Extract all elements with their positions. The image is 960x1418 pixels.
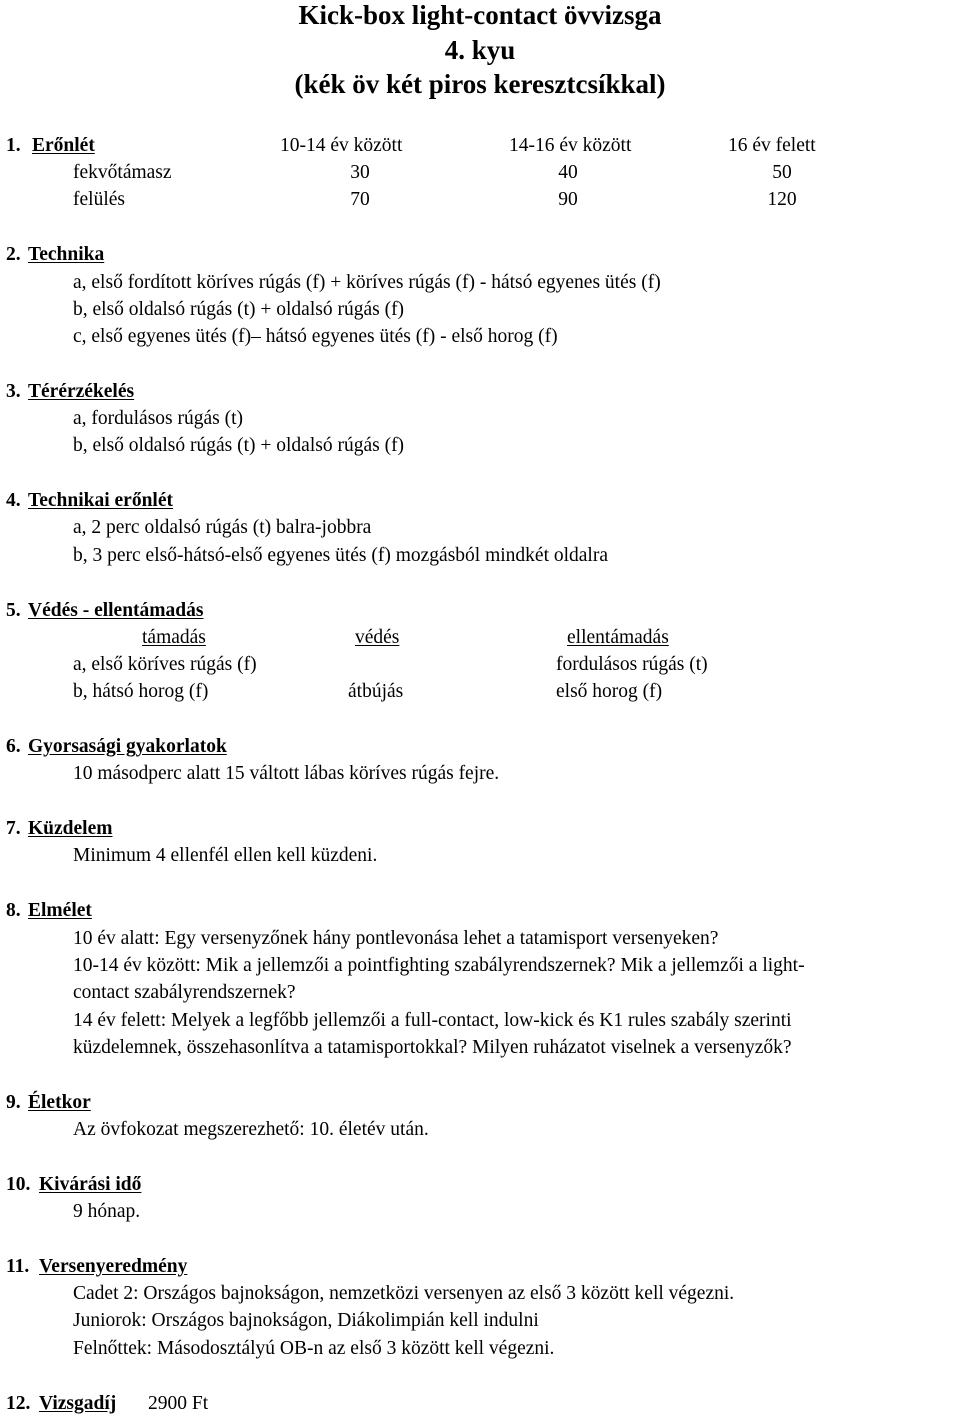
section-heading-elmelet: Elmélet — [28, 900, 92, 921]
section-text: Minimum 4 ellenfél ellen kell küzdeni. — [73, 845, 378, 866]
section-text: 9 hónap. — [73, 1201, 141, 1222]
section-number: 12. — [6, 1393, 31, 1414]
list-item: b, 3 perc első-hátsó-első egyenes ütés (f) mozgásból mindkét oldalra — [73, 545, 609, 566]
section-number: 4. — [6, 490, 21, 511]
row-label: felülés — [73, 189, 125, 210]
section-text: Az övfokozat megszerezhető: 10. életév után. — [73, 1119, 429, 1140]
section-heading-technika: Technika — [28, 244, 105, 265]
section-number: 6. — [6, 736, 21, 757]
section-heading-vedes-ellentamadas: Védés - ellentámadás — [28, 600, 204, 621]
belt-description: (kék öv két piros keresztcsíkkal) — [294, 69, 666, 99]
theory-line: küzdelemnek, összehasonlítva a tatamisportokkal? Milyen ruházatot viselnek a versenyzők? — [73, 1037, 792, 1058]
section-number: 2. — [6, 244, 21, 265]
page-title: Kick-box light-contact övvizsga — [298, 0, 662, 30]
table-cell: b, hátsó horog (f) — [73, 681, 209, 702]
column-header: támadás — [142, 627, 206, 648]
section-heading-kivarasi-ido: Kivárási idő — [39, 1174, 142, 1195]
section-heading-versenyeredmeny: Versenyeredmény — [39, 1256, 188, 1277]
table-cell: a, első köríves rúgás (f) — [73, 654, 257, 675]
table-cell: átbújás — [348, 681, 404, 702]
section-heading-eletkor: Életkor — [28, 1092, 91, 1113]
list-item: c, első egyenes ütés (f)– hátsó egyenes ütés (f) - első horog (f) — [73, 326, 558, 347]
section-heading-technikai-eronlet: Technikai erőnlét — [28, 490, 173, 511]
table-cell: fordulásos rúgás (t) — [556, 654, 708, 675]
result-line: Cadet 2: Országos bajnokságon, nemzetközi versenyen az első 3 között kell végezni. — [73, 1283, 735, 1304]
result-line: Felnőttek: Másodosztályú OB-n az első 3 között kell végezni. — [73, 1338, 555, 1359]
column-header: védés — [355, 627, 400, 648]
theory-line: contact szabályrendszernek? — [73, 982, 296, 1003]
section-text: 10 másodperc alatt 15 váltott lábas köríves rúgás fejre. — [73, 763, 500, 784]
section-heading-eronlet: Erőnlét — [32, 135, 95, 156]
column-header: 10-14 év között — [280, 135, 403, 156]
list-item: a, 2 perc oldalsó rúgás (t) balra-jobbra — [73, 517, 372, 538]
section-heading-vizsgadij: Vizsgadíj — [39, 1393, 117, 1414]
section-number: 1. — [6, 135, 21, 156]
section-heading-kuzdelem: Küzdelem — [28, 818, 113, 839]
table-cell: 50 — [772, 162, 792, 183]
list-item: b, első oldalsó rúgás (t) + oldalsó rúgás (f) — [73, 435, 405, 456]
section-number: 9. — [6, 1092, 21, 1113]
column-header: 14-16 év között — [509, 135, 632, 156]
exam-fee: 2900 Ft — [148, 1393, 209, 1414]
column-header: ellentámadás — [567, 627, 669, 648]
theory-line: 10-14 év között: Mik a jellemzői a pointfighting szabályrendszernek? Mik a jellemzői a light- — [73, 955, 805, 976]
section-number: 10. — [6, 1174, 31, 1195]
theory-line: 10 év alatt: Egy versenyzőnek hány pontlevonása lehet a tatamisport versenyeken? — [73, 928, 719, 949]
section-number: 11. — [6, 1256, 30, 1277]
table-cell: első horog (f) — [556, 681, 663, 702]
list-item: b, első oldalsó rúgás (t) + oldalsó rúgás (f) — [73, 299, 405, 320]
kyu-grade: 4. kyu — [444, 35, 516, 65]
list-item: a, első fordított köríves rúgás (f) + köríves rúgás (f) - hátsó egyenes ütés (f) — [73, 272, 661, 293]
table-cell: 70 — [350, 189, 370, 210]
section-number: 8. — [6, 900, 21, 921]
section-heading-terezekeles: Térérzékelés — [28, 381, 135, 402]
section-number: 5. — [6, 600, 21, 621]
section-number: 7. — [6, 818, 21, 839]
table-cell: 120 — [767, 189, 797, 210]
result-line: Juniorok: Országos bajnokságon, Diákolimpián kell indulni — [73, 1310, 539, 1331]
table-cell: 90 — [558, 189, 578, 210]
list-item: a, fordulásos rúgás (t) — [73, 408, 244, 429]
section-number: 3. — [6, 381, 21, 402]
column-header: 16 év felett — [728, 135, 816, 156]
row-label: fekvőtámasz — [73, 162, 172, 183]
table-cell: 40 — [558, 162, 578, 183]
table-cell: 30 — [350, 162, 370, 183]
section-heading-gyorsasagi: Gyorsasági gyakorlatok — [28, 736, 227, 757]
theory-line: 14 év felett: Melyek a legfőbb jellemzői a full-contact, low-kick és K1 rules szabály szerinti — [73, 1010, 792, 1031]
